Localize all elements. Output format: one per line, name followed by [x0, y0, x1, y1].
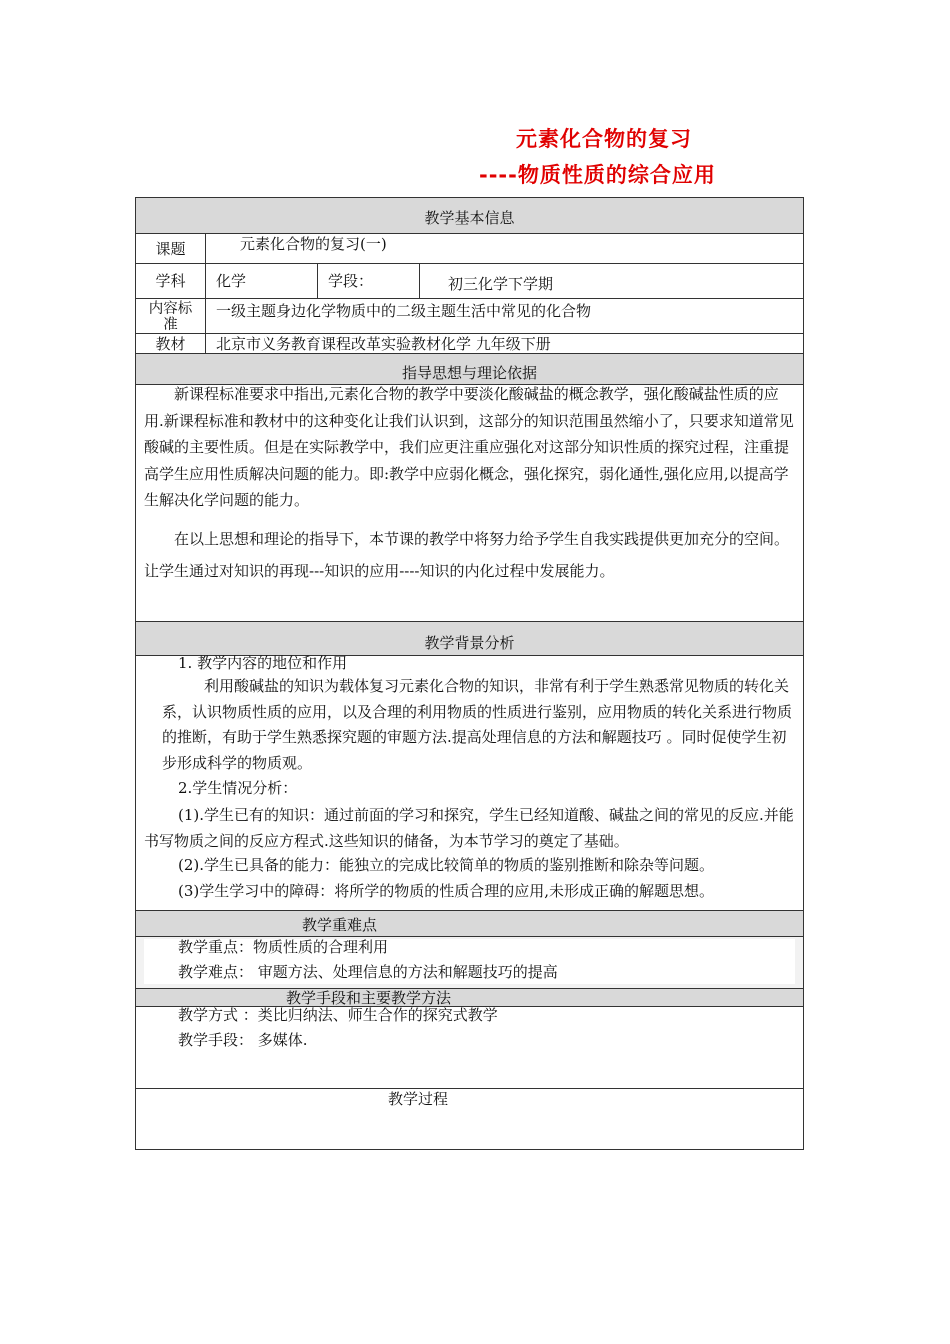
process-header: 教学过程 [388, 1090, 449, 1108]
background-sub1: (1).学生已有的知识：通过前面的学习和探究，学生已经知道酸、碱盐之间的常见的反应.并能书写物质之间的反应方程式.这些知识的储备，为本节学习的奠定了基础。 [144, 806, 794, 850]
methods-header-text: 教学手段和主要教学方法 [286, 989, 452, 1007]
background-header [136, 622, 803, 656]
textbook-label: 教材 [136, 334, 206, 353]
guiding-body [136, 385, 803, 622]
standard-label-line2: 准 [163, 317, 178, 333]
key-points-header-text: 教学重难点 [302, 916, 378, 934]
standard-label [136, 299, 206, 333]
process-section [136, 1089, 803, 1149]
textbook-value: 北京市义务教育课程改革实验教材化学 九年级下册 [216, 335, 551, 353]
textbook-row [136, 334, 803, 354]
stage-value: 初三化学下学期 [448, 275, 554, 293]
background-item1-title: 1. 教学内容的地位和作用 [178, 654, 348, 672]
key-points-body [136, 937, 803, 989]
methods-means: 教学手段： 多媒体. [178, 1031, 308, 1049]
methods-mode: 教学方式 ：类比归纳法、师生合作的探究式教学 [178, 1006, 498, 1024]
key-points-header [136, 911, 803, 937]
topic-label: 课题 [136, 234, 206, 263]
topic-value: 元素化合物的复习(一) [240, 235, 387, 253]
subject-label: 学科 [136, 264, 206, 298]
background-header-text: 教学背景分析 [424, 634, 515, 652]
standard-value: 一级主题身边化学物质中的二级主题生活中常见的化合物 [216, 302, 592, 320]
background-sub2: (2).学生已具备的能力：能独立的完成比较简单的物质的鉴别推断和除杂等问题。 [178, 856, 715, 874]
page-subtitle: ----物质性质的综合应用 [479, 163, 716, 187]
basic-info-header [136, 198, 803, 234]
background-body [136, 656, 803, 911]
lesson-plan-table [135, 197, 804, 1150]
page-title: 元素化合物的复习 [516, 127, 692, 151]
guiding-header-text: 指导思想与理论依据 [401, 364, 537, 382]
background-sub3: (3)学生学习中的障碍：将所学的物质的性质合理的应用,未形成正确的解题思想。 [178, 882, 715, 900]
stage-label: 学段： [318, 264, 420, 298]
key-focus: 教学重点：物质性质的合理利用 [178, 938, 389, 956]
guiding-paragraph-1: 新课程标准要求中指出,元素化合物的教学中要淡化酸碱盐的概念教学，强化酸碱盐性质的应用.新课程标准和教材中的这种变化让我们认识到，这部分的知识范围虽然缩小了，只要求知道常见酸碱的主要性质。但是在实际教学中，我们应更注重应强化对这部分知识性质的探究过程，注重提高学生应用性质解决问题的能力。即:教学中应弱化概念，强化探究，弱化通性,强化应用,以提高学生解决化学问题的能力。 [144, 385, 794, 509]
standard-row [136, 299, 803, 334]
subject-row [136, 264, 803, 299]
topic-row [136, 234, 803, 264]
background-item2-title: 2.学生情况分析： [178, 779, 298, 797]
guiding-paragraph-2: 在以上思想和理论的指导下，本节课的教学中将努力给予学生自我实践提供更加充分的空间。让学生通过对知识的再现---知识的应用----知识的内化过程中发展能力。 [144, 530, 790, 580]
methods-body [136, 1007, 803, 1089]
key-difficulty: 教学难点： 审题方法、处理信息的方法和解题技巧的提高 [178, 963, 558, 981]
background-item1-text: 利用酸碱盐的知识为载体复习元素化合物的知识，非常有利于学生熟悉常见物质的转化关系，认识物质性质的应用，以及合理的利用物质的性质进行鉴别，应用物质的转化关系进行物质的推断，有助于学生熟悉探究题的审题方法.提高处理信息的方法和解题技巧 。同时促使学生初步形成科学的物质观。 [162, 677, 793, 772]
subject-value: 化学 [206, 264, 318, 298]
standard-label-line1: 内容标 [148, 301, 193, 317]
basic-info-header-text: 教学基本信息 [424, 209, 515, 227]
